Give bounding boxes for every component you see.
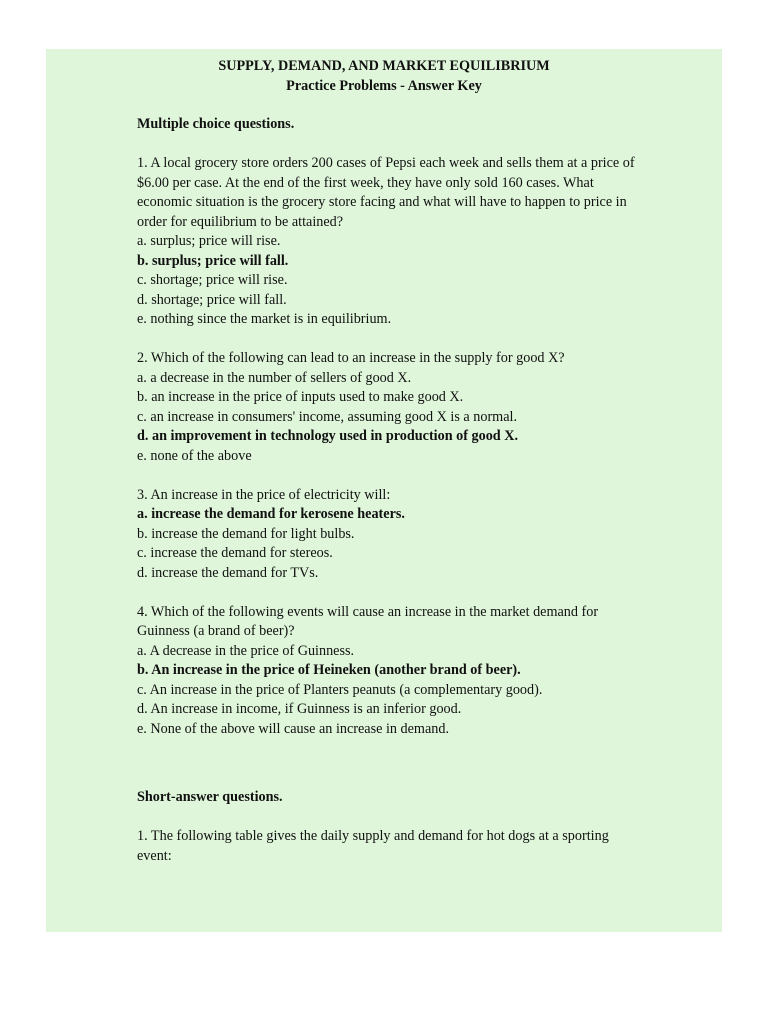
question-stem: 2. Which of the following can lead to an increase in the supply for good X? [137, 350, 565, 366]
question-1 [137, 154, 637, 330]
answer-option: e. nothing since the market is in equilibrium. [137, 311, 392, 327]
answer-option: d. An increase in income, if Guinness is an inferior good. [137, 701, 462, 717]
answer-option-correct: a. increase the demand for kerosene heaters. [137, 506, 405, 522]
answer-option-correct: b. An increase in the price of Heineken (another brand of beer). [137, 662, 521, 678]
answer-option-correct: b. surplus; price will fall. [137, 252, 289, 269]
document-page [46, 49, 722, 932]
answer-option: e. None of the above will cause an increase in demand. [137, 720, 450, 737]
answer-option: a. a decrease in the number of sellers of good X. [137, 369, 412, 386]
question-stem: 4. Which of the following events will cause an increase in the market demand for Guinness (a brand of beer)? [137, 603, 599, 639]
answer-option: d. shortage; price will fall. [137, 291, 287, 308]
document-title: SUPPLY, DEMAND, AND MARKET EQUILIBRIUM [218, 58, 550, 74]
question-4 [137, 603, 637, 740]
answer-option: c. increase the demand for stereos. [137, 545, 333, 561]
answer-option: d. increase the demand for TVs. [137, 564, 319, 581]
answer-option: b. an increase in the price of inputs used to make good X. [137, 389, 464, 405]
question-3 [137, 486, 637, 584]
answer-option: b. increase the demand for light bulbs. [137, 525, 355, 542]
mc-heading: Multiple choice questions. [137, 116, 295, 132]
answer-option: c. An increase in the price of Planters peanuts (a complementary good). [137, 681, 543, 698]
sa-question-1: 1. The following table gives the daily supply and demand for hot dogs at a sporting event: [137, 828, 609, 864]
answer-option: c. an increase in consumers' income, assuming good X is a normal. [137, 408, 518, 425]
sa-heading: Short-answer questions. [137, 789, 283, 805]
answer-option-correct: d. an improvement in technology used in production of good X. [137, 428, 519, 444]
answer-option: e. none of the above [137, 447, 252, 464]
question-stem: 3. An increase in the price of electricity will: [137, 486, 391, 503]
question-stem: 1. A local grocery store orders 200 cases of Pepsi each week and sells them at a price of $6.00 per case. At the end of the first week, they have only sold 160 cases. What economic situation is the grocery store facing and what will have to happen to price in order for equilibrium to be attained? [137, 155, 635, 230]
document-subtitle: Practice Problems - Answer Key [286, 77, 482, 94]
answer-option: c. shortage; price will rise. [137, 272, 288, 288]
question-2 [137, 349, 637, 466]
document-content [137, 49, 637, 866]
answer-option: a. surplus; price will rise. [137, 233, 281, 249]
answer-option: a. A decrease in the price of Guinness. [137, 642, 355, 659]
